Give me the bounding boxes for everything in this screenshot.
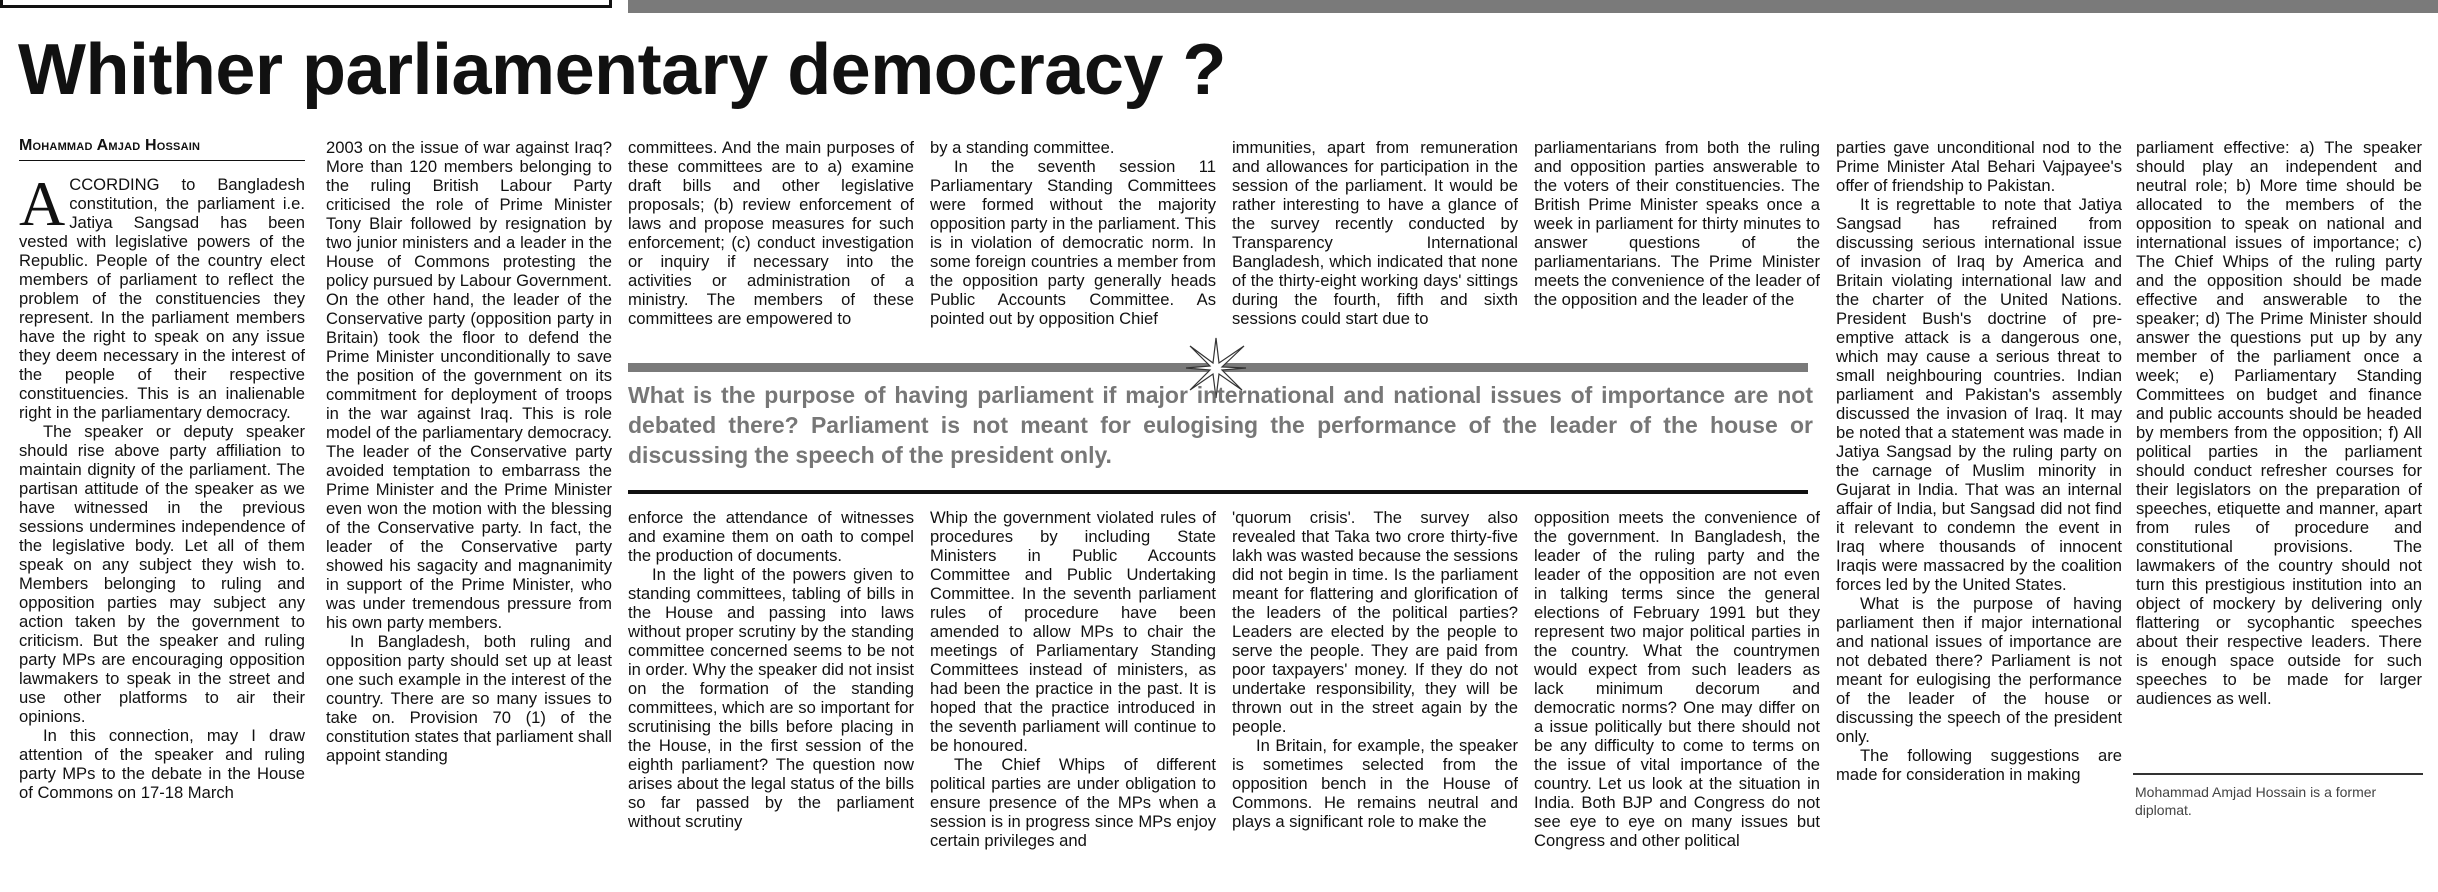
- paragraph: In this connection, may I draw attention of the speaker and ruling party MPs to the debate in the House of Commons on 17-18 March: [19, 726, 305, 802]
- top-rule: [628, 0, 2438, 13]
- top-left-frame: [0, 0, 612, 8]
- paragraph: 'quorum crisis'. The survey also revealed that Taka two crore thirty-five lakh was wasted because the sessions did not begin in time. Is the parliament meant for flattering and glorification of the leaders of the political parties? Leaders are elected by the people to serve the people. They are paid from poor taxpayers' money. If they do not undertake responsibility, they will be thrown out in the street again by the people.: [1232, 508, 1518, 736]
- paragraph: by a standing committee.: [930, 138, 1115, 157]
- author-note: Mohammad Amjad Hossain is a former diplomat.: [2135, 784, 2377, 818]
- paragraph: What is the purpose of having parliament then if major international and national issues of importance are not debated there? Parliament is not meant for eulogising the performance of the leader of the house or discussing the speech of the president only.: [1836, 594, 2122, 746]
- paragraph: opposition meets the convenience of the government. In Bangladesh, the leader of the ruling party and the leader of the opposition are not even in talking terms since the general elections of February 1991 but they represent two major political parties in the country. What the countrymen would expect from such leaders as lack minimum decorum and democratic norms? One may differ on a issue politically but there should not be any difficulty to come to terms on the issue of vital importance of the country. Let us look at the situation in India. Both BJP and Congress do not see eye to eye on many issues but Congress and other political: [1534, 508, 1820, 850]
- paragraph: In the seventh session 11 Parliamentary Standing Committees were formed without the majority opposition party in the parliament. This is in violation of democratic norm. In some foreign countries a member from the opposition party generally heads Public Accounts Committee. As pointed out by opposition Chief: [930, 157, 1216, 328]
- column-1: [19, 136, 305, 888]
- paragraph: The Chief Whips of different political parties are under obligation to ensure presence of the MPs when a session is in progress since MPs enjoy certain privileges and: [930, 755, 1216, 850]
- column-3-top: [628, 138, 914, 348]
- drop-cap: A: [19, 168, 66, 239]
- headline: Whither parliamentary democracy ?: [18, 30, 1226, 110]
- paragraph: committees. And the main purposes of these committees are to a) examine draft bills and other legislative proposals; (b) review enforcement of laws and propose measures for such enforcement; (c) conduct investigation or inquiry if necessary into the activities or administration of a ministry. The members of these committees are empowered to: [628, 138, 914, 328]
- paragraph: In Bangladesh, both ruling and opposition party should set up at least one such example in the interest of the country. There are so many issues to take on. Provision 70 (1) of the constitution states that parliament shall appoint standing: [326, 632, 612, 765]
- column-4-top: [930, 138, 1216, 348]
- pull-quote-bottom-rule: [628, 490, 1808, 494]
- paragraph: Whip the government violated rules of procedures by including State Ministers in Public Accounts Committee and Public Undertaking Committee. In the seventh parliament rules of procedure have been amended to allow MPs to chair the meetings of Parliamentary Standing Committees instead of ministers, as had been the practice in the past. It is hoped that the practice introduced in the seventh parliament will continue to be honoured.: [930, 508, 1216, 755]
- byline: Mohammad Amjad Hossain: [19, 136, 305, 161]
- column-6-bottom: [1534, 508, 1820, 888]
- column-5-bottom: [1232, 508, 1518, 888]
- column-2: [326, 138, 612, 888]
- paragraph: The speaker or deputy speaker should rise above party affiliation to maintain dignity of the parliament. The partisan attitude of the speaker as we have witnessed in the previous sessions undermines independence of the legislative body. Let all of them speak on any subject they wish to. Members belonging to ruling and opposition parties may subject any action taken by the government to criticism. But the speaker and ruling party MPs are encouraging opposition lawmakers to speak in the street and use other platforms to air their opinions.: [19, 422, 305, 726]
- paragraph: It is regrettable to note that Jatiya Sangsad has refrained from discussing serious international issue of invasion of Iraq by America and Britain violating international law and the charter of the United Nations. President Bush's doctrine of pre-emptive attack is a dangerous one, which may cause a serious threat to small neighbouring countries. Indian parliament and Pakistan's assembly discussed the invasion of Iraq. It may be noted that a statement was made in Jatiya Sangsad by the ruling party on the carnage of Muslim minority in Gujarat in India. That was an internal affair of India, but Sangsad did not find it relevant to condemn the event in Iraq where thousands of innocent Iraqis were massacred by the coalition forces led by the United States.: [1836, 195, 2122, 594]
- paragraph: immunities, apart from remuneration and allowances for participation in the session of the parliament. It would be rather interesting to have a glance of the survey recently conducted by Transparency International Bangladesh, which indicated that none of the thirty-eight working days' sittings during the fourth, fifth and sixth sessions could start due to: [1232, 138, 1518, 328]
- paragraph: parliamentarians from both the ruling and opposition parties answerable to the voters of their constituencies. The British Prime Minister speaks once a week in parliament for thirty minutes to answer questions of the parliamentarians. The Prime Minister meets the convenience of the leader of the opposition and the leader of the: [1534, 138, 1820, 309]
- paragraph: parliament effective: a) The speaker should play an independent and neutral role; b) More time should be allocated to the members of the opposition to speak on national and international issues of importance; c) The Chief Whips of the ruling party and the opposition should be made effective and answerable to the speaker; d) The Prime Minister should answer the questions put up by any member of the parliament once a week; e) Parliamentary Standing Committees on budget and finance and public accounts should be headed by members from the opposition; f) All political parties in the parliament should conduct refresher courses for their legislators on the preparation of speeches, etiquette and manner, apart from rules of procedure and constitutional provisions. The lawmakers of the country should not turn this prestigious institution into an object of mockery by delivering only flattering or sycophantic speeches about their respective leaders. There is enough space outside for such speeches to be made for larger audiences as well.: [2136, 138, 2422, 708]
- column-4-bottom: [930, 508, 1216, 888]
- paragraph: 2003 on the issue of war against Iraq? More than 120 members belonging to the ruling British Labour Party criticised the role of Prime Minister Tony Blair followed by resignation by two junior ministers and a leader in the House of Commons protesting the policy pursued by Labour Government. On the other hand, the leader of the Conservative party (opposition party in Britain) took the floor to defend the Prime Minister unconditionally to save the position of the government on its commitment for deployment of troops in the war against Iraq. This is role model of the parliamentary democracy. The leader of the Conservative party avoided temptation to embarrass the Prime Minister and the Prime Minister even won the motion with the blessing of the Conservative party. In fact, the leader of the Conservative party showed his sagacity and magnanimity in support of the Prime Minister, who was under tremendous pressure from his own party members.: [326, 138, 612, 632]
- paragraph: In the light of the powers given to standing committees, tabling of bills in the House and passing into laws without proper scrutiny by the standing committee concerned seems to be not in order. Why the speaker did not insist on the formation of the standing committees, which are so important for scrutinising the bills before placing in the House, in the first session of the eighth parliament? The question now arises about the legal status of the bills so far passed by the parliament without scrutiny: [628, 565, 914, 831]
- column-5-top: [1232, 138, 1518, 348]
- column-6-top: [1534, 138, 1820, 348]
- column-3-bottom: [628, 508, 914, 888]
- paragraph: The following suggestions are made for consideration in making: [1836, 746, 2122, 784]
- pull-quote: What is the purpose of having parliament if major international and national issues of importance are not debated there? Parliament is not meant for eulogising the performance of the leader of the house or discussing the speech of the president only.: [628, 382, 1813, 468]
- author-note-rule: [2133, 773, 2423, 775]
- paragraph: ACCORDING to Bangladesh constitution, the parliament i.e. Jatiya Sangsad has been vested with legislative powers of the Republic. People of the country elect members of parliament to reflect the problem of the constituencies they represent. In the parliament members have the right to speak on any issue they deem necessary in the interest of the people of their respective constituencies. This is an inalienable right in the parliamentary democracy.: [19, 168, 305, 422]
- paragraph: In Britain, for example, the speaker is sometimes selected from the opposition bench in the House of Commons. He remains neutral and plays a significant role to make the: [1232, 736, 1518, 831]
- column-8: [2136, 138, 2422, 766]
- paragraph: enforce the attendance of witnesses and examine them on oath to compel the production of documents.: [628, 508, 914, 565]
- paragraph: parties gave unconditional nod to the Prime Minister Atal Behari Vajpayee's offer of friendship to Pakistan.: [1836, 138, 2122, 195]
- column-7: [1836, 138, 2122, 888]
